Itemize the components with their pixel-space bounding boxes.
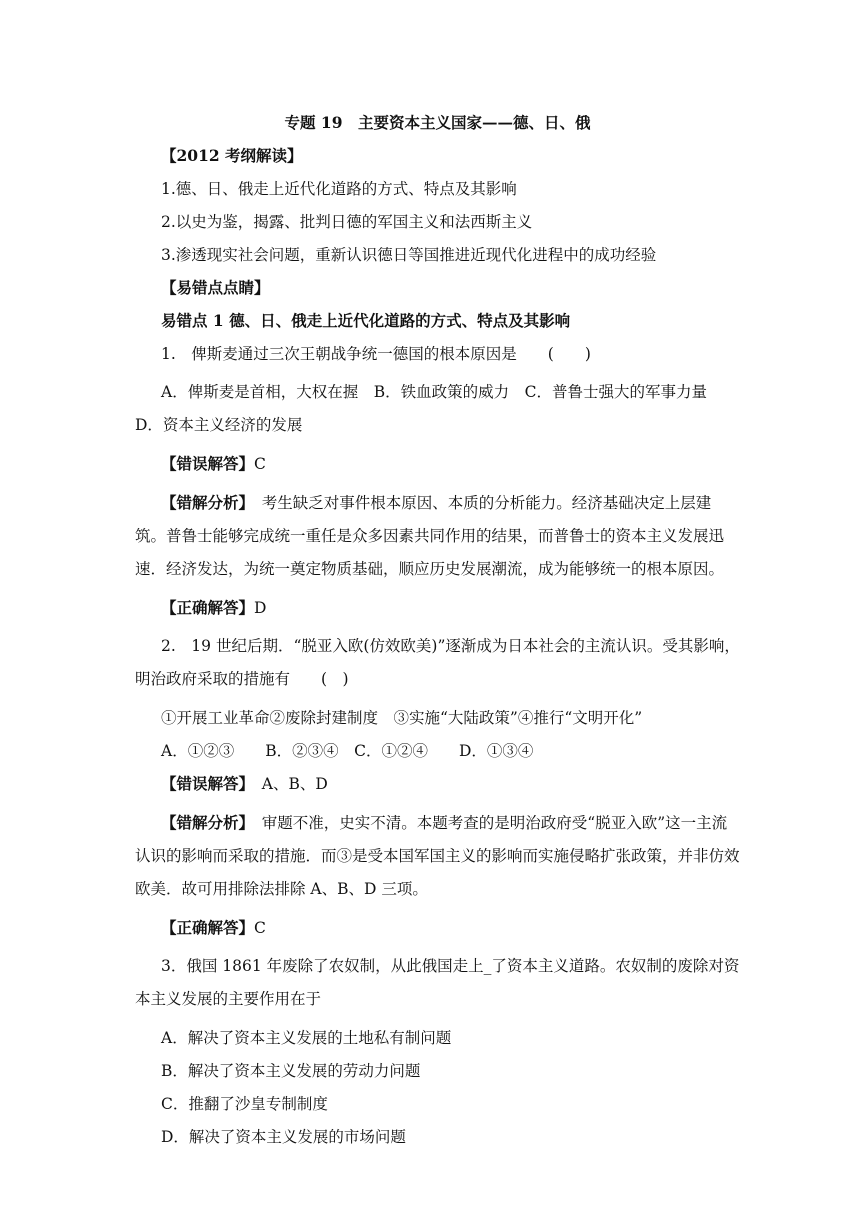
question-1-options: A．俾斯麦是首相，大权在握 B．铁血政策的威力 C．普鲁士强大的军事力量 D．资本主义经济的发展 bbox=[135, 383, 723, 434]
question-2-wrong-answer: 【错误解答】 A、B、D bbox=[161, 774, 328, 793]
question-1-correct-answer: 【正确解答】D bbox=[161, 598, 267, 617]
error-point-heading: 易错点 1 德、日、俄走上近代化道路的方式、特点及其影响 bbox=[161, 311, 571, 330]
page-title: 专题 19 主要资本主义国家——德、日、俄 bbox=[284, 113, 591, 132]
question-3-stem: 3．俄国 1861 年废除了农奴制，从此俄国走上_了资本主义道路。农奴制的废除对资本主义发展的主要作用在于 bbox=[135, 957, 740, 1008]
question-1-analysis: 【错解分析】 考生缺乏对事件根本原因、本质的分析能力。经济基础决定上层建筑。普鲁士能够完成统一重任是众多因素共同作用的结果，而普鲁士的资本主义发展迅速．经济发达，为统一奠定物质基础，顺应历史发展潮流，成为能够统一的根本原因。 bbox=[135, 493, 725, 578]
section-heading-outline: 【2012 考纲解读】 bbox=[161, 146, 303, 165]
question-3-option-b: B．解决了资本主义发展的劳动力问题 bbox=[161, 1062, 421, 1080]
question-1-stem: 1. 俾斯麦通过三次王朝战争统一德国的根本原因是 ( ) bbox=[161, 345, 591, 363]
outline-item: 2.以史为鉴，揭露、批判日德的军国主义和法西斯主义 bbox=[161, 213, 533, 231]
outline-item: 3.渗透现实社会问题，重新认识德日等国推进近现代化进程中的成功经验 bbox=[161, 246, 657, 264]
question-2-items: ①开展工业革命②废除封建制度 ③实施“大陆政策”④推行“文明开化” bbox=[161, 709, 643, 727]
question-3-option-d: D．解决了资本主义发展的市场问题 bbox=[161, 1128, 406, 1146]
question-2-stem: 2. 19 世纪后期．“脱亚入欧(仿效欧美)”逐渐成为日本社会的主流认识。受其影响，明治政府采取的措施有 ( ) bbox=[135, 637, 740, 688]
question-3-option-a: A．解决了资本主义发展的土地私有制问题 bbox=[161, 1029, 452, 1047]
question-3-option-c: C．推翻了沙皇专制制度 bbox=[161, 1095, 328, 1113]
outline-item: 1.德、日、俄走上近代化道路的方式、特点及其影响 bbox=[161, 180, 517, 198]
section-heading-errors: 【易错点点睛】 bbox=[161, 278, 270, 297]
question-2-correct-answer: 【正确解答】C bbox=[161, 918, 266, 937]
document-body bbox=[135, 112, 740, 1159]
question-1-wrong-answer: 【错误解答】C bbox=[161, 454, 266, 473]
question-2-options: A．①②③ B．②③④ C．①②④ D．①③④ bbox=[161, 742, 534, 760]
question-2-analysis: 【错解分析】 审题不准，史实不清。本题考查的是明治政府受“脱亚入欧”这一主流认识的影响而采取的措施．而③是受本国军国主义的影响而实施侵略扩张政策，并非仿效欧美．故可用排除法排除 A、B、D 三项。 bbox=[135, 813, 740, 898]
